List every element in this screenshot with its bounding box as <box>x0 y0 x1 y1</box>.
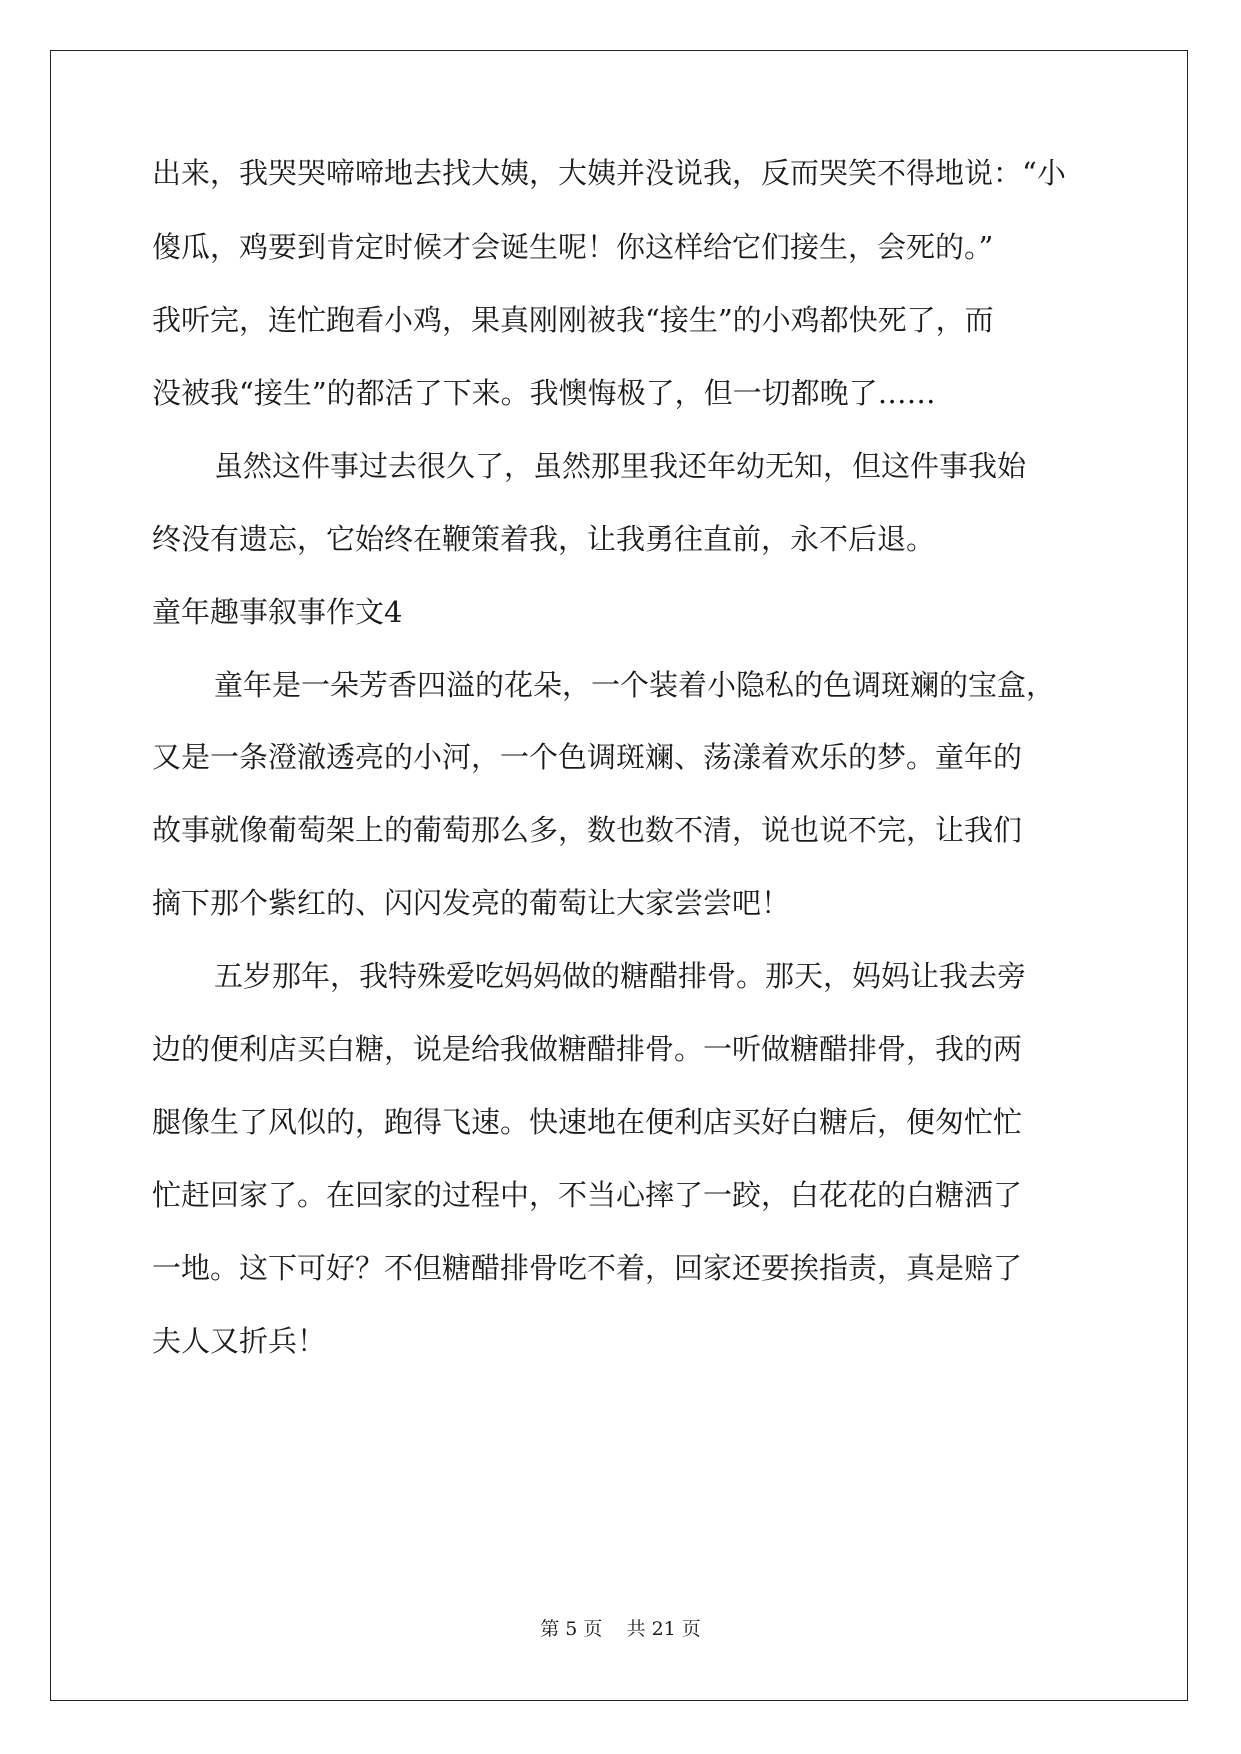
text-line: 摘下那个紫红的、闪闪发亮的葡萄让大家尝尝吧！ <box>152 886 791 920</box>
text-line: 一地。这下可好？不但糖醋排骨吃不着，回家还要挨指责，真是赔了 <box>152 1251 1023 1285</box>
text-line: 边的便利店买白糖，说是给我做糖醋排骨。一听做糖醋排骨，我的两 <box>152 1032 1023 1066</box>
page-border <box>50 50 1188 1701</box>
page-number-footer: 第 5 页 共 21 页 <box>540 1618 701 1640</box>
text-line: 出来，我哭哭啼啼地去找大姨，大姨并没说我，反而哭笑不得地说：“小 <box>152 156 1066 190</box>
text-line: 又是一条澄澈透亮的小河，一个色调斑斓、荡漾着欢乐的梦。童年的 <box>152 740 1023 774</box>
text-line: 虽然这件事过去很久了，虽然那里我还年幼无知，但这件事我始 <box>214 449 1027 483</box>
text-line: 忙赶回家了。在回家的过程中，不当心摔了一跤，白花花的白糖洒了 <box>152 1178 1023 1212</box>
text-line: 故事就像葡萄架上的葡萄那么多，数也数不清，说也说不完，让我们 <box>152 813 1023 847</box>
text-line: 童年是一朵芳香四溢的花朵，一个装着小隐私的色调斑斓的宝盒， <box>214 668 1056 702</box>
text-line: 终没有遗忘，它始终在鞭策着我，让我勇往直前，永不后退。 <box>152 522 936 556</box>
text-line: 夫人又折兵！ <box>152 1324 327 1358</box>
text-line: 腿像生了风似的，跑得飞速。快速地在便利店买好白糖后，便匆忙忙 <box>152 1105 1023 1139</box>
text-line: 没被我“接生”的都活了下来。我懊悔极了，但一切都晚了…… <box>152 376 936 410</box>
section-heading: 童年趣事叙事作文4 <box>152 595 403 629</box>
text-line: 傻瓜，鸡要到肯定时候才会诞生呢！你这样给它们接生，会死的。” <box>152 230 994 264</box>
text-line: 五岁那年，我特殊爱吃妈妈做的糖醋排骨。那天，妈妈让我去旁 <box>214 959 1027 993</box>
text-line: 我听完，连忙跑看小鸡，果真刚刚被我“接生”的小鸡都快死了，而 <box>152 303 994 337</box>
